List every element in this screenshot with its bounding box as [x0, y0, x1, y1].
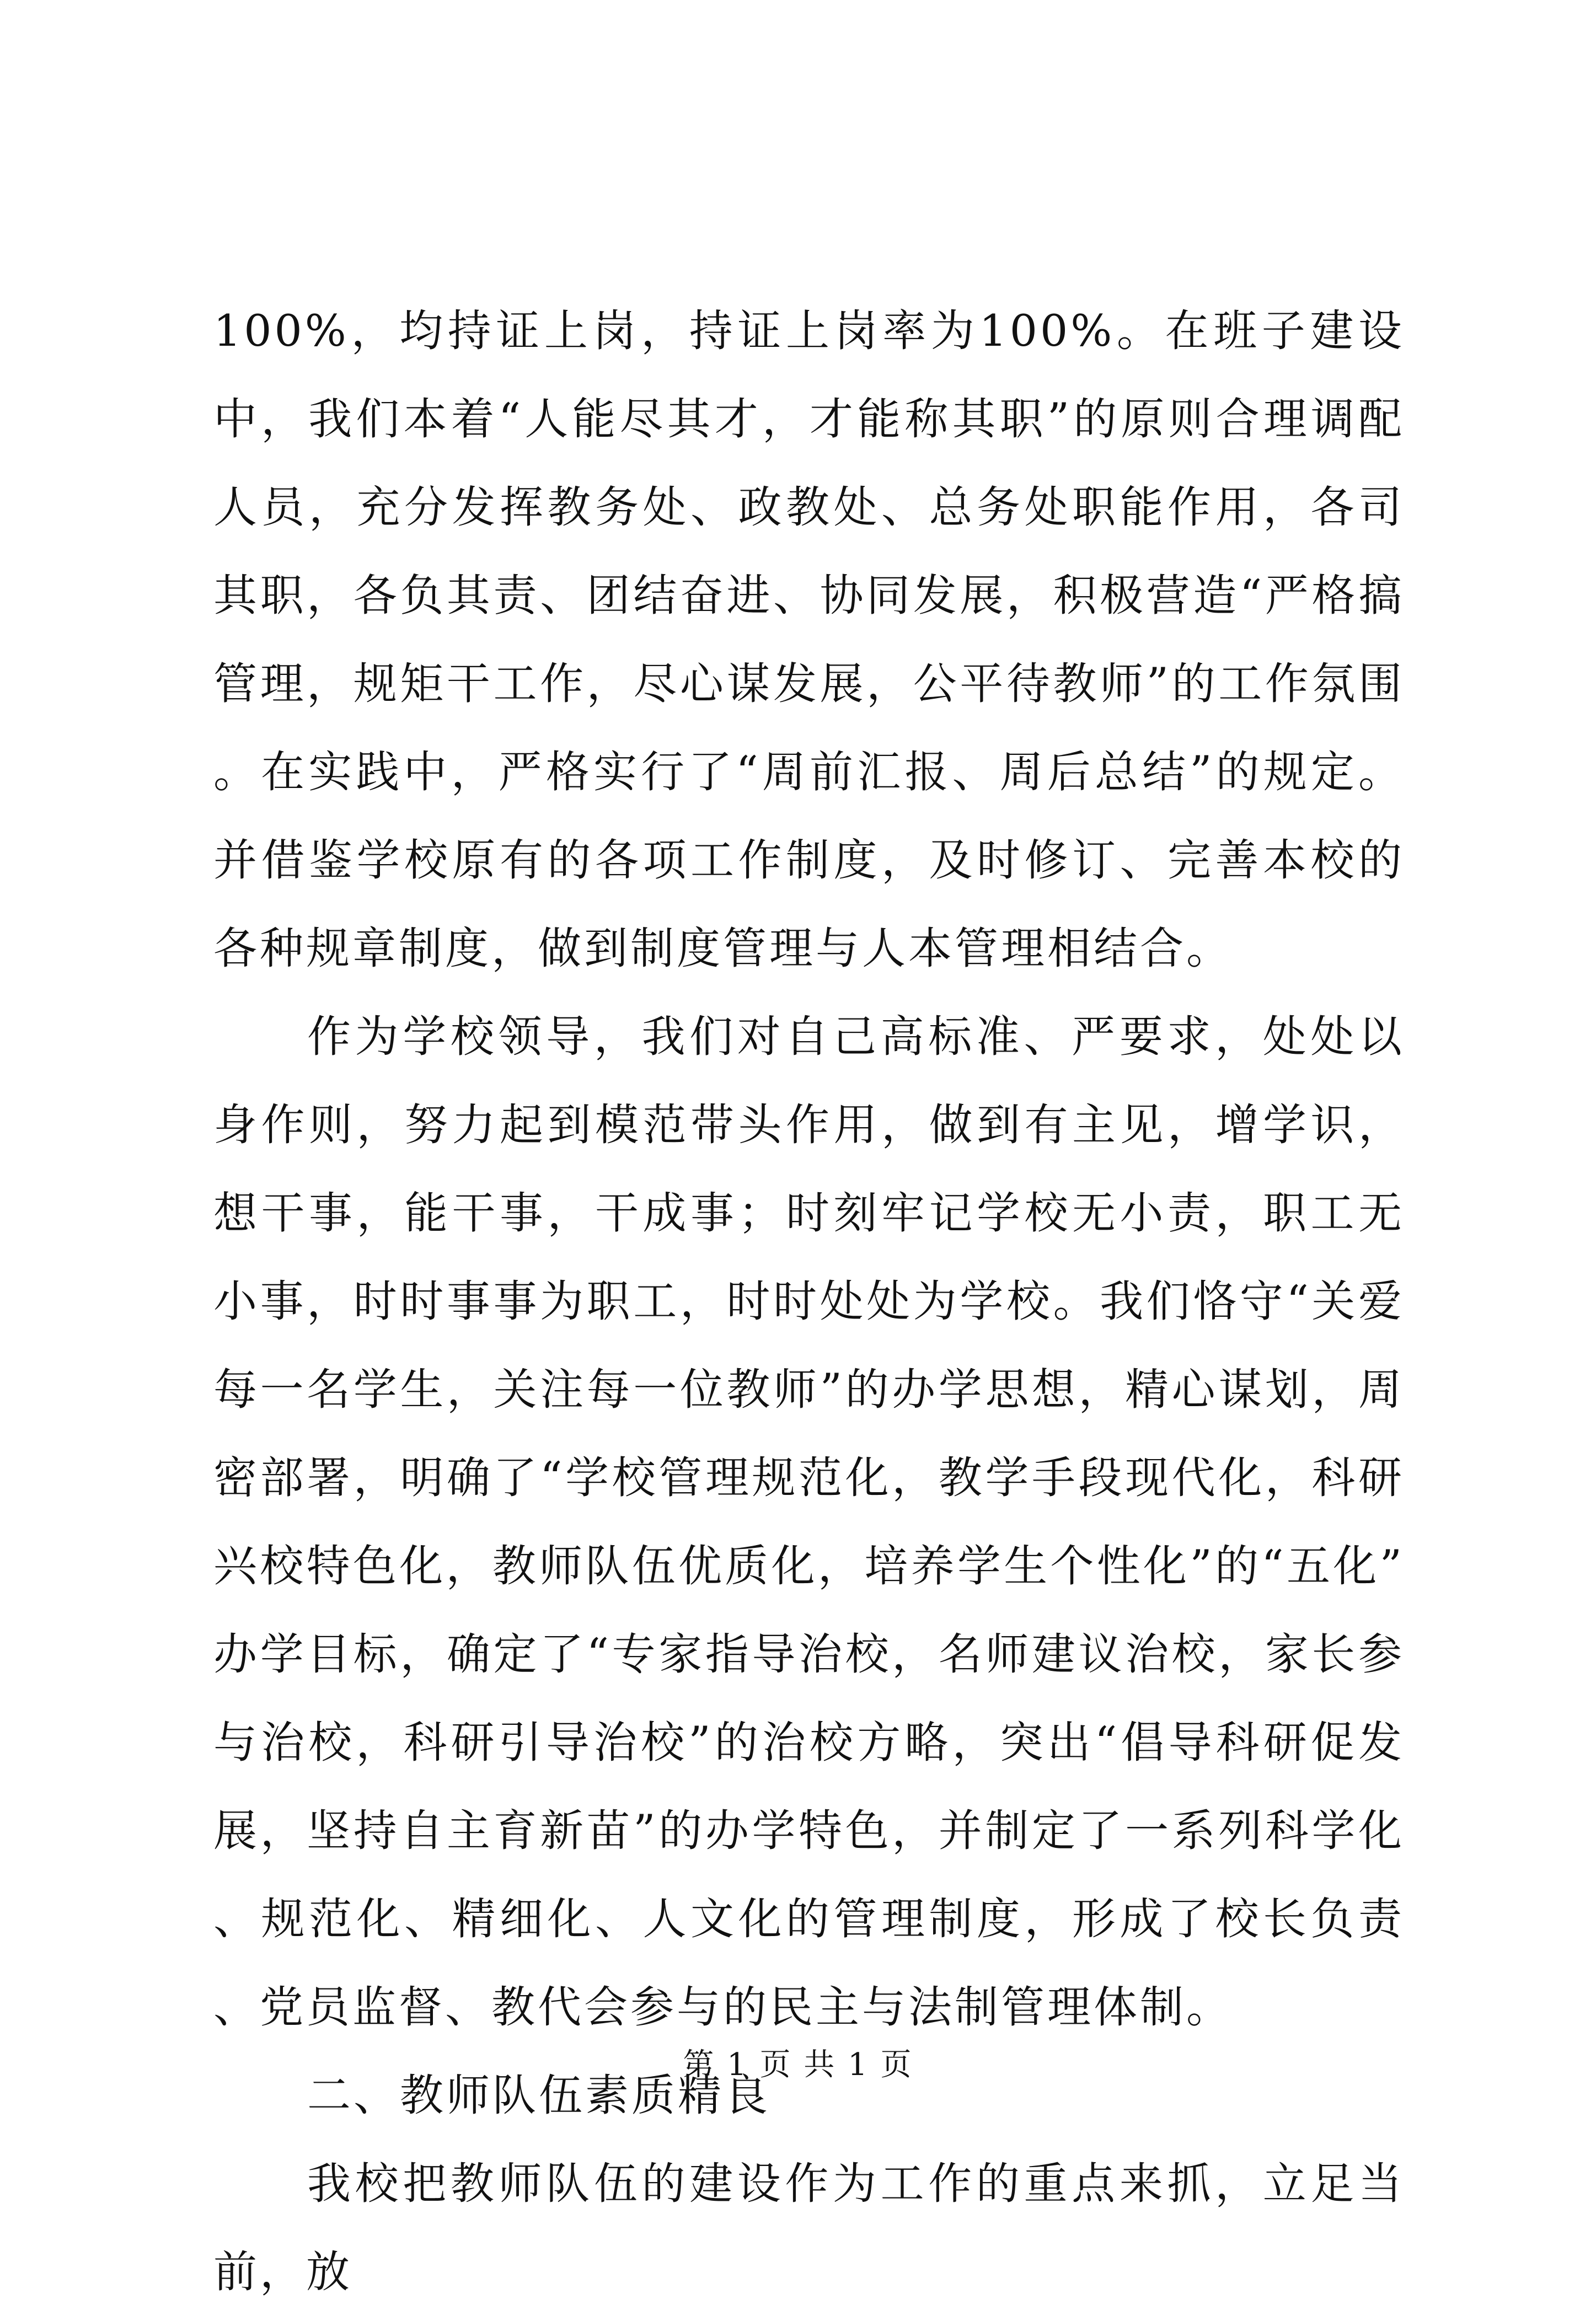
section-heading-teacher-team: 二、教师队伍素质精良 — [307, 2070, 770, 2121]
document-body — [213, 287, 1405, 2316]
paragraph-team-building: 100%，均持证上岗，持证上岗率为100%。在班子建设中，我们本着“人能尽其才，才能称其职”的原则合理调配人员，充分发挥教务处、政教处、总务处职能作用，各司其职，各负其责、团结奋进、协同发展，积极营造“严格搞管理，规矩干工作，尽心谋发展，公平待教师”的工作氛围。在实践中，严格实行了“周前汇报、周后总结”的规定。并借鉴学校原有的各项工作制度，及时修订、完善本校的各种规章制度，做到制度管理与人本管理相结合。 — [213, 305, 1405, 974]
page-number-footer: 第 1 页 共 1 页 — [683, 2047, 913, 2083]
paragraph-school-leadership: 作为学校领导，我们对自己高标准、严要求，处处以身作则，努力起到模范带头作用，做到有主见，增学识，想干事，能干事，干成事；时刻牢记学校无小责，职工无小事，时时事事为职工，时时处处为学校。我们恪守“关爱每一名学生，关注每一位教师”的办学思想，精心谋划，周密部署，明确了“学校管理规范化，教学手段现代化，科研兴校特色化，教师队伍优质化，培养学生个性化”的“五化”办学目标，确定了“专家指导治校，名师建议治校，家长参与治校，科研引导治校”的治校方略，突出“倡导科研促发展，坚持自主育新苗”的办学特色，并制定了一系列科学化、规范化、精细化、人文化的管理制度，形成了校长负责、党员监督、教代会参与的民主与法制管理体制。 — [213, 1011, 1405, 2033]
paragraph-teacher-team: 我校把教师队伍的建设作为工作的重点来抓，立足当前，放 — [213, 2158, 1405, 2297]
